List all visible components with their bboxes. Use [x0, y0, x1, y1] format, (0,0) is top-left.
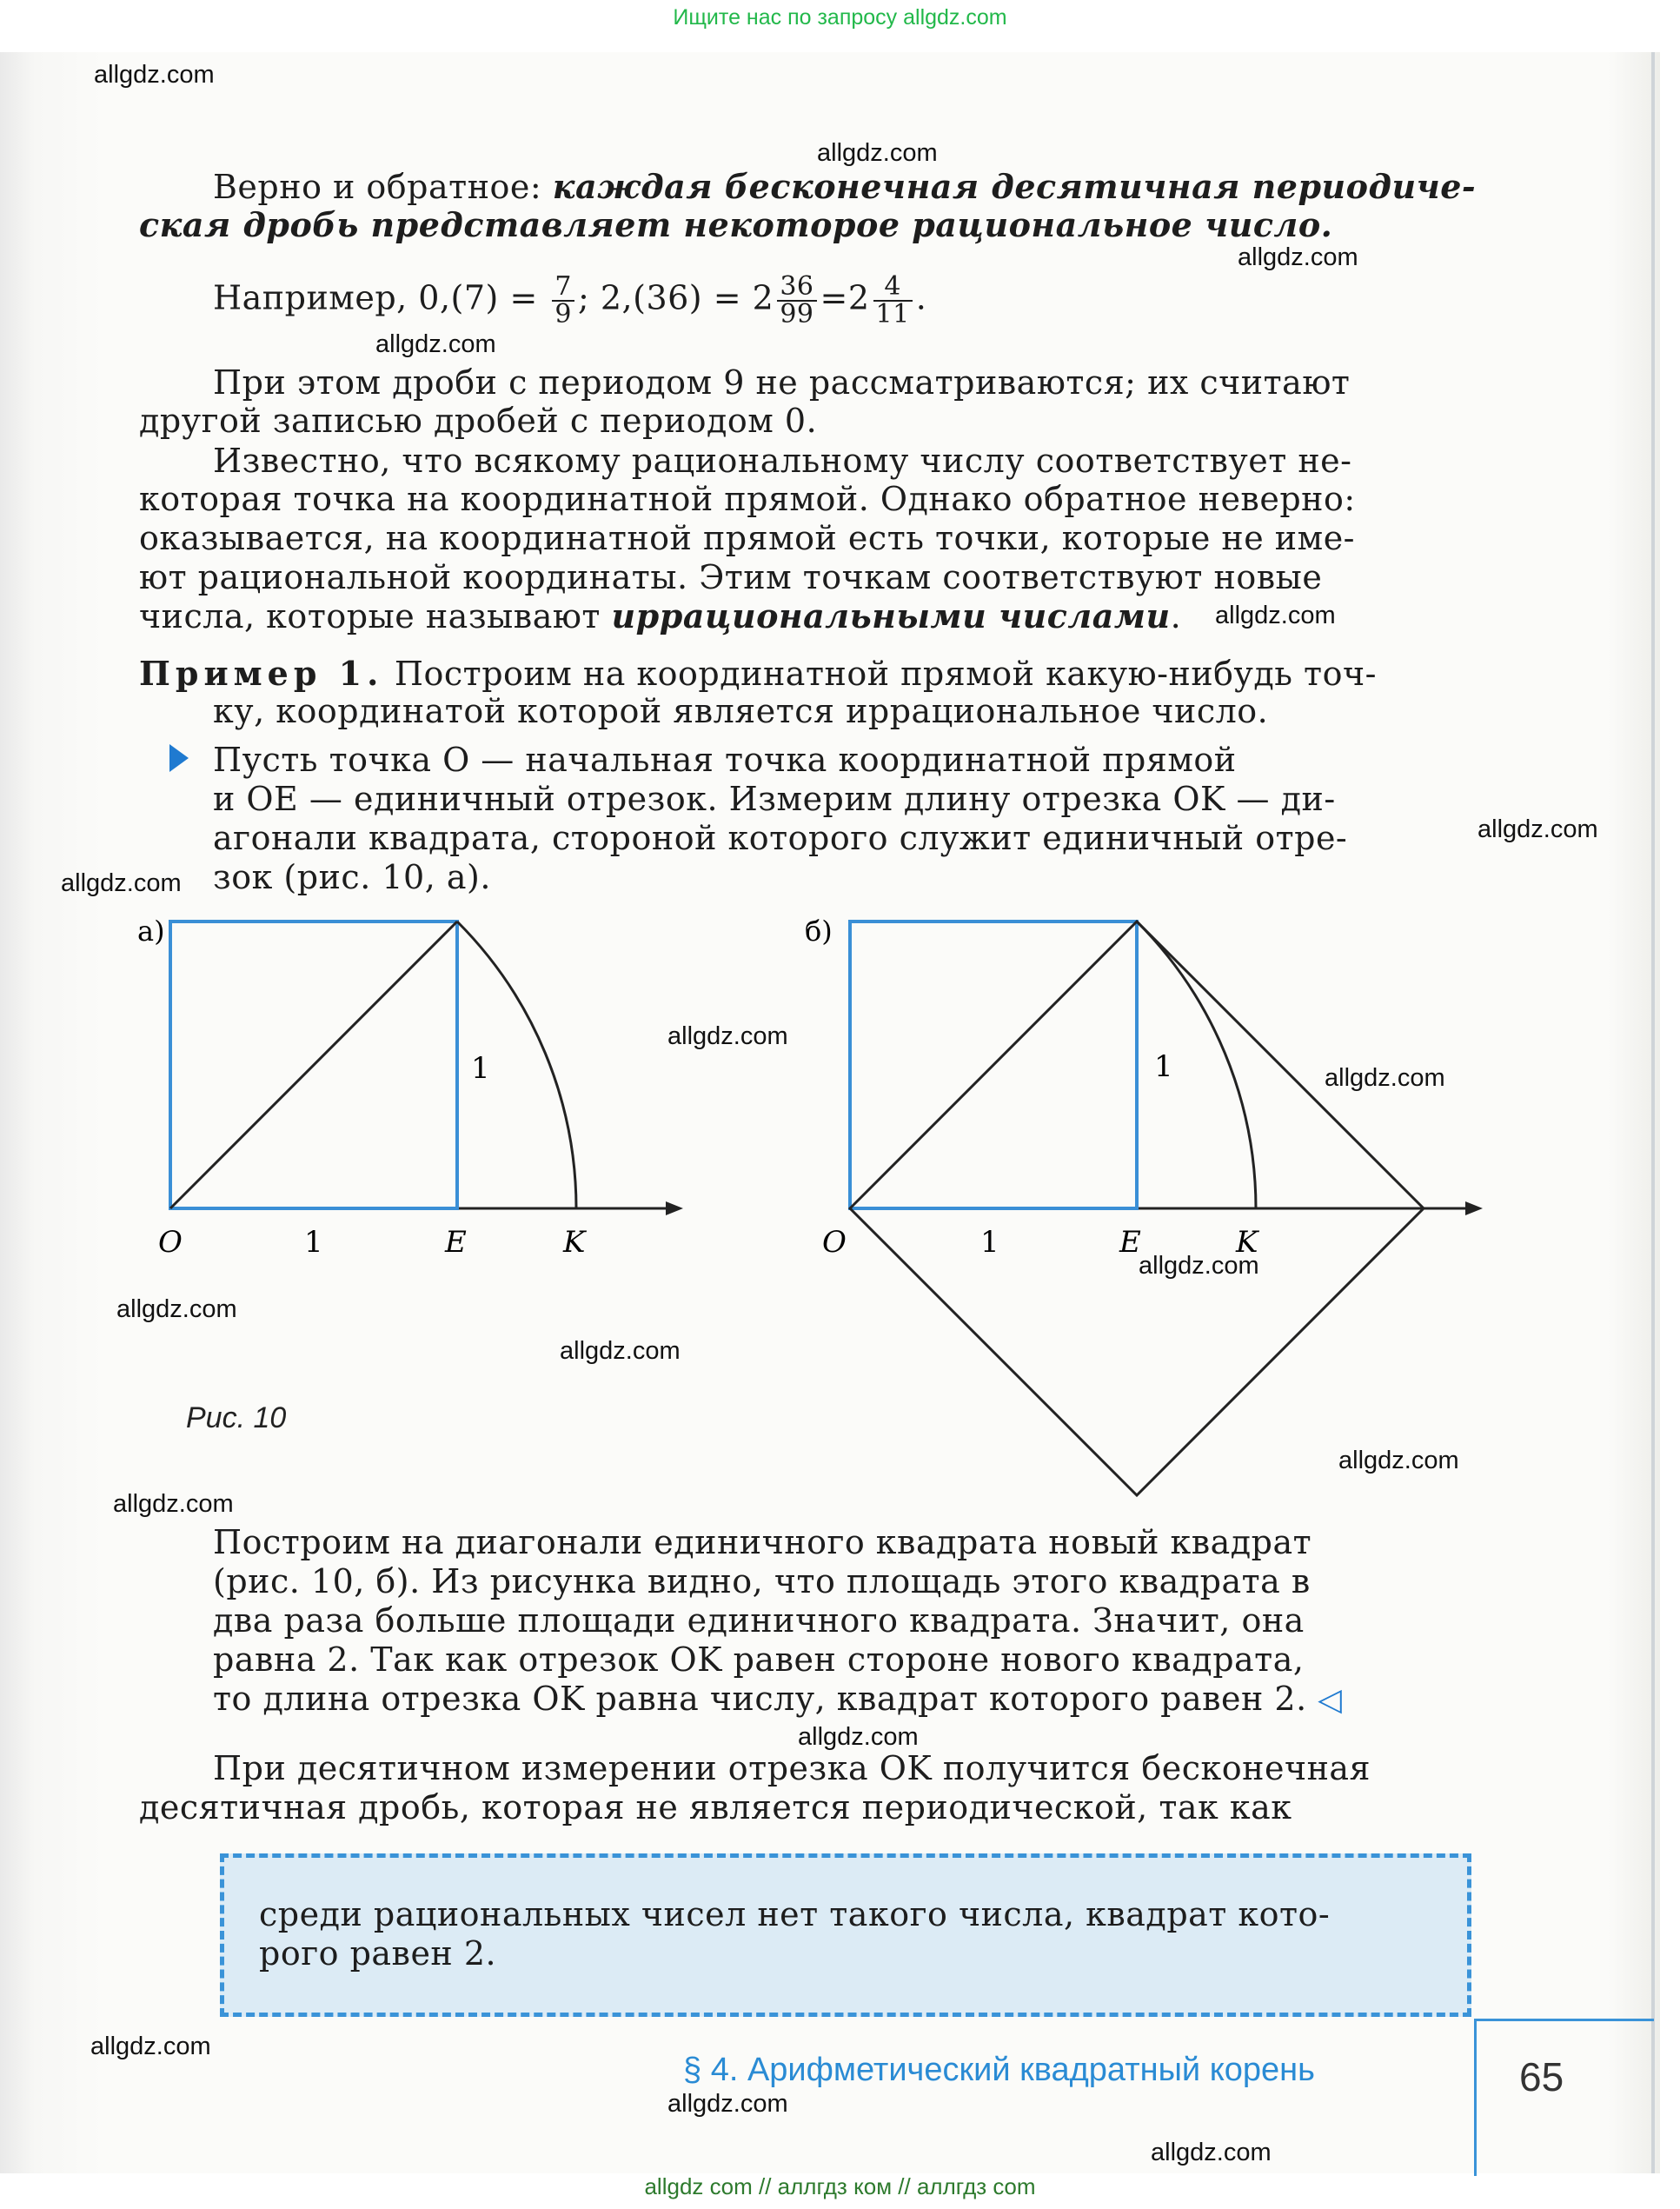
watermark: allgdz.com [1238, 243, 1358, 271]
text-run: то длина отрезка OK равна числу, квадрат которого равен 2. [213, 1680, 1307, 1718]
label-o: O [158, 1225, 183, 1260]
example-line [213, 271, 927, 329]
watermark: allgdz.com [94, 61, 215, 89]
paragraph-4-line-2: (рис. 10, б). Из рисунка видно, что площадь этого квадрата в [213, 1562, 1311, 1600]
text-run: числа, которые называют [139, 597, 612, 635]
axis-arrow [666, 1201, 683, 1215]
watermark: allgdz.com [798, 1723, 919, 1751]
numerator: 36 [777, 274, 816, 302]
page-number: 65 [1519, 2054, 1564, 2099]
text-run: =2 [820, 278, 870, 317]
end-of-solution-icon: ◁ [1318, 1682, 1343, 1718]
label-k: K [1236, 1225, 1258, 1260]
text-run: ; 2,(36) = 2 [577, 278, 774, 317]
figure-a-label: а) [137, 915, 165, 948]
example-label: Пример 1. [139, 654, 384, 693]
text-run: . [1170, 597, 1182, 635]
watermark: allgdz.com [90, 2033, 211, 2060]
bottom-banner[interactable]: allgdz com // аллгдз ком // аллгдз com [644, 2173, 1036, 2199]
denominator: 11 [875, 299, 910, 329]
page-number-frame [1474, 2019, 1654, 2176]
numerator: 7 [552, 274, 574, 302]
text-run: Верно и обратное: [213, 168, 553, 206]
paragraph-3-line-4: ют рациональной координаты. Этим точкам соответствуют новые [139, 558, 1323, 596]
paragraph-2-line-2: другой записью дробей с периодом 0. [139, 402, 818, 440]
watermark: allgdz.com [1215, 602, 1336, 629]
solution-line-2: и OE — единичный отрезок. Измерим длину отрезка OK — ди- [213, 780, 1336, 818]
watermark: allgdz.com [667, 1022, 788, 1050]
label-one-side: 1 [1154, 1049, 1173, 1084]
solution-start-marker [169, 744, 189, 772]
figure-b-label: б) [805, 915, 833, 948]
box-line-2: рого равен 2. [259, 1934, 497, 1973]
paragraph-3-line-1: Известно, что всякому рациональному числу соответствует не- [213, 442, 1352, 480]
paragraph-1-line-1 [213, 167, 1476, 207]
numerator: 4 [873, 274, 913, 302]
fraction [777, 271, 816, 329]
watermark: allgdz.com [1325, 1064, 1445, 1092]
section-footer-title: § 4. Арифметический квадратный корень [683, 2052, 1315, 2088]
figure-10b [791, 904, 1486, 1513]
watermark: allgdz.com [1477, 815, 1598, 843]
box-line-1: среди рациональных чисел нет такого числа, квадрат кото- [259, 1895, 1331, 1933]
paragraph-3-line-5 [139, 596, 1181, 636]
term-irrational-numbers: иррациональными числами [611, 596, 1171, 635]
text-run: . [915, 278, 927, 317]
label-one: 1 [980, 1225, 999, 1260]
watermark: allgdz.com [560, 1337, 681, 1365]
text-run: Например, 0,(7) = [213, 278, 549, 317]
watermark: allgdz.com [113, 1490, 234, 1518]
label-one-side: 1 [471, 1051, 490, 1086]
watermark: allgdz.com [667, 2090, 788, 2118]
watermark: allgdz.com [375, 330, 496, 358]
label-o: O [822, 1225, 847, 1260]
label-k: K [563, 1225, 586, 1260]
watermark: allgdz.com [1151, 2139, 1272, 2166]
paragraph-4-line-4: равна 2. Так как отрезок OK равен стороне нового квадрата, [213, 1640, 1305, 1679]
denominator: 9 [554, 299, 572, 329]
paragraph-4-line-5 [213, 1680, 1342, 1720]
figure-10a [130, 904, 695, 1278]
diagonal [170, 922, 457, 1208]
paragraph-3-line-2: которая точка на координатной прямой. Однако обратное неверно: [139, 480, 1356, 518]
paragraph-5-line-2: десятичная дробь, которая не является периодической, так как [139, 1788, 1292, 1826]
figure-caption: Рис. 10 [186, 1401, 287, 1434]
example-1-line-1 [139, 654, 1377, 694]
label-e: E [1119, 1225, 1141, 1260]
page-spine [1651, 52, 1655, 2173]
paragraph-1-line-2: ская дробь представляет некоторое рациональное число. [139, 205, 1333, 244]
solution-line-3: агонали квадрата, стороной которого служит единичный отре- [213, 819, 1348, 857]
watermark: allgdz.com [1338, 1447, 1459, 1474]
emphasis-text: каждая бесконечная десятичная периодиче- [552, 167, 1477, 206]
paragraph-4-line-1: Построим на диагонали единичного квадрата новый квадрат [213, 1523, 1312, 1561]
axis-arrow [1465, 1201, 1483, 1215]
watermark: allgdz.com [817, 139, 938, 167]
label-one: 1 [304, 1225, 323, 1260]
paragraph-4-line-3: два раза больше площади единичного квадрата. Значит, она [213, 1601, 1305, 1640]
solution-line-1: Пусть точка O — начальная точка координатной прямой [213, 741, 1237, 779]
watermark: allgdz.com [116, 1295, 237, 1323]
fraction [873, 271, 913, 329]
text-run: Построим на координатной прямой какую-нибудь точ- [383, 655, 1377, 693]
fraction [552, 271, 574, 329]
paragraph-2-line-1: При этом дроби с периодом 9 не рассматриваются; их считают [213, 363, 1351, 402]
watermark: allgdz.com [61, 869, 182, 897]
paragraph-3-line-3: оказывается, на координатной прямой есть точки, которые не име- [139, 519, 1356, 557]
watermark: allgdz.com [1139, 1252, 1259, 1280]
denominator: 99 [780, 299, 814, 329]
top-banner[interactable]: Ищите нас по запросу allgdz.com [673, 5, 1007, 30]
example-1-line-2: ку, координатой которой является иррациональное число. [213, 692, 1269, 730]
label-e: E [445, 1225, 467, 1260]
solution-line-4: зок (рис. 10, a). [213, 858, 491, 896]
paragraph-5-line-1: При десятичном измерении отрезка OK получится бесконечная [213, 1749, 1371, 1787]
